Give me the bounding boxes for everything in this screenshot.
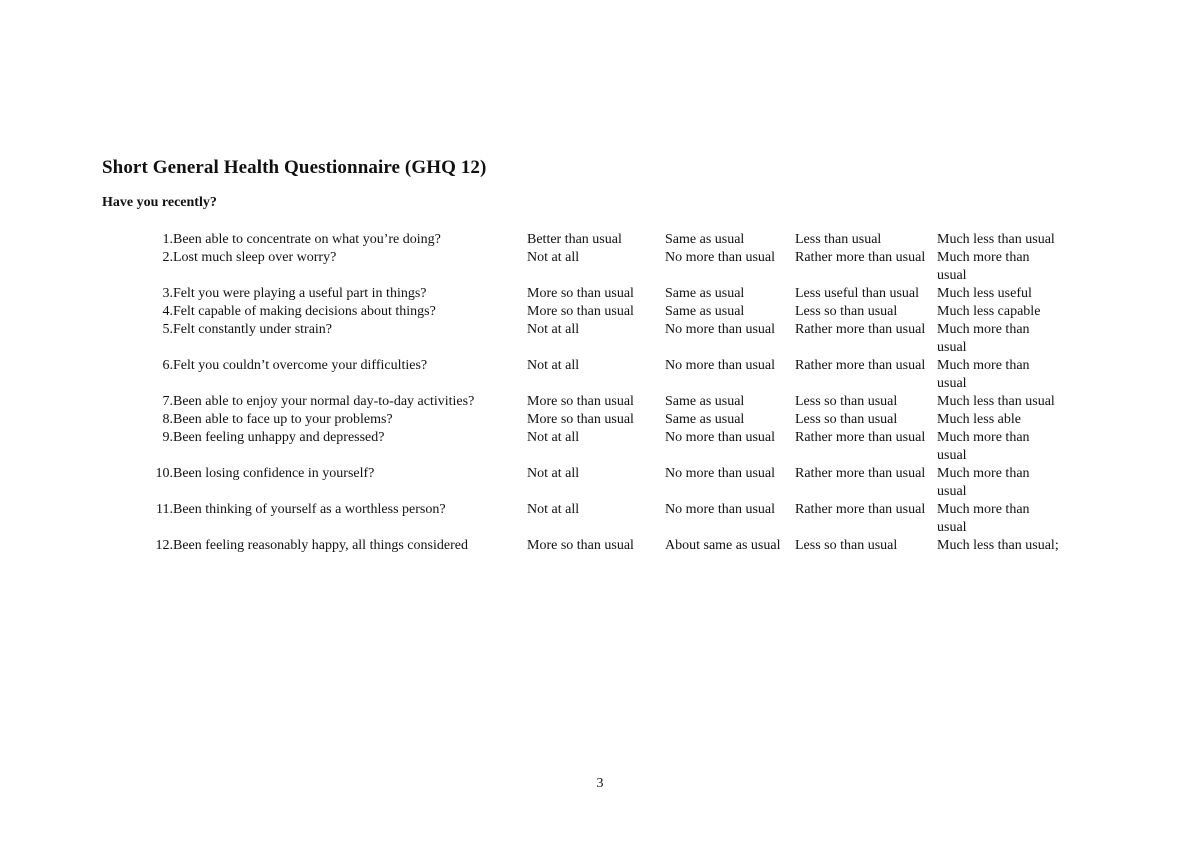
questionnaire-table [140,231,1059,555]
answer-option-2: No more than usual [665,430,776,445]
question-text: Felt you were playing a useful part in things? [173,286,427,301]
question-text: Been losing confidence in yourself? [173,466,375,481]
answer-option-1: More so than usual [527,394,634,409]
answer-option-3: Less so than usual [795,538,898,553]
page-number: 3 [596,776,604,791]
question-text: Been able to concentrate on what you’re doing? [173,232,441,247]
answer-option-4: Much less than usual [937,394,1055,409]
question-number-cell [140,357,173,393]
answer-option-1: Not at all [527,466,580,481]
answer-option-1: Not at all [527,502,580,517]
question-number-cell [140,231,173,249]
question-row [140,501,1059,537]
question-text: Felt capable of making decisions about things? [173,304,436,319]
answer-option-4: Much more than usual [937,322,1030,355]
answer-option-3: Less so than usual [795,304,898,319]
answer-option-3: Less useful than usual [795,286,920,301]
question-number-cell [140,249,173,285]
answer-option-1: More so than usual [527,304,634,319]
question-text: Been feeling unhappy and depressed? [173,430,385,445]
answer-option-2: No more than usual [665,358,776,373]
answer-option-2: About same as usual [665,538,781,553]
question-number-cell [140,429,173,465]
questionnaire-prompt: Have you recently? [102,195,217,210]
question-number-cell [140,393,173,411]
question-row [140,465,1059,501]
question-row [140,393,1059,411]
answer-option-2: Same as usual [665,304,745,319]
answer-option-4: Much less than usual; [937,538,1059,553]
answer-option-3: Rather more than usual [795,430,926,445]
answer-option-4: Much more than usual [937,430,1030,463]
answer-option-4: Much less capable [937,304,1041,319]
question-number: 12. [155,538,173,553]
answer-option-2: No more than usual [665,502,776,517]
question-row [140,303,1059,321]
question-text: Felt you couldn’t overcome your difficulties? [173,358,428,373]
answer-option-1: More so than usual [527,286,634,301]
question-number-cell [140,465,173,501]
question-row [140,249,1059,285]
question-text: Been able to face up to your problems? [173,412,393,427]
answer-option-2: Same as usual [665,394,745,409]
answer-option-2: No more than usual [665,250,776,265]
question-number: 5. [162,322,173,337]
question-text: Been thinking of yourself as a worthless person? [173,502,446,517]
answer-option-3: Less so than usual [795,412,898,427]
answer-option-3: Rather more than usual [795,502,926,517]
question-number-cell [140,321,173,357]
question-number: 8. [162,412,173,427]
answer-option-1: More so than usual [527,412,634,427]
answer-option-1: Not at all [527,430,580,445]
answer-option-1: Not at all [527,250,580,265]
question-number: 3. [162,286,173,301]
answer-option-3: Rather more than usual [795,250,926,265]
answer-option-3: Less so than usual [795,394,898,409]
answer-option-1: Better than usual [527,232,622,247]
question-number: 10. [155,466,173,481]
answer-option-1: More so than usual [527,538,634,553]
question-row [140,321,1059,357]
answer-option-3: Less than usual [795,232,882,247]
question-number-cell [140,411,173,429]
question-number-cell [140,285,173,303]
answer-option-2: No more than usual [665,466,776,481]
question-number-cell [140,537,173,555]
page-title: Short General Health Questionnaire (GHQ 12) [102,157,487,178]
questionnaire-body [140,231,1059,555]
question-row [140,357,1059,393]
answer-option-4: Much less than usual [937,232,1055,247]
answer-option-4: Much more than usual [937,466,1030,499]
answer-option-4: Much more than usual [937,358,1030,391]
answer-option-4: Much less useful [937,286,1032,301]
question-number-cell [140,501,173,537]
question-row [140,285,1059,303]
question-number: 4. [162,304,173,319]
question-text: Felt constantly under strain? [173,322,333,337]
answer-option-2: Same as usual [665,232,745,247]
question-number: 9. [162,430,173,445]
question-number: 11. [156,502,173,517]
question-number: 6. [162,358,173,373]
answer-option-2: Same as usual [665,412,745,427]
answer-option-4: Much more than usual [937,502,1030,535]
answer-option-4: Much less able [937,412,1021,427]
question-text: Lost much sleep over worry? [173,250,337,265]
answer-option-3: Rather more than usual [795,466,926,481]
question-text: Been feeling reasonably happy, all things considered [173,538,468,553]
answer-option-3: Rather more than usual [795,322,926,337]
question-text: Been able to enjoy your normal day-to-day activities? [173,394,475,409]
question-row [140,429,1059,465]
question-row [140,231,1059,249]
question-number: 2. [162,250,173,265]
answer-option-1: Not at all [527,358,580,373]
question-row [140,411,1059,429]
answer-option-4: Much more than usual [937,250,1030,283]
question-number-cell [140,303,173,321]
answer-option-2: Same as usual [665,286,745,301]
question-row [140,537,1059,555]
answer-option-1: Not at all [527,322,580,337]
question-number: 1. [162,232,173,247]
answer-option-2: No more than usual [665,322,776,337]
question-number: 7. [162,394,173,409]
answer-option-3: Rather more than usual [795,358,926,373]
